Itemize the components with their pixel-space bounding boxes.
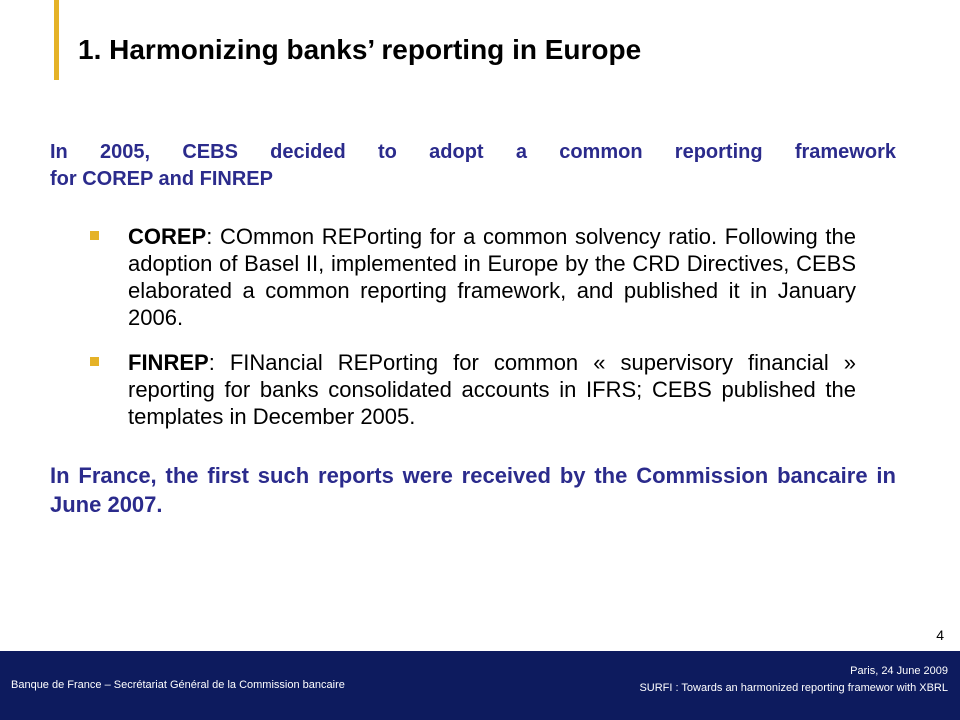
bullet-finrep	[90, 349, 856, 430]
intro-line-1: In 2005, CEBS decided to adopt a common reporting framework	[50, 141, 896, 163]
intro-paragraph	[50, 139, 896, 193]
title-accent-bar	[54, 0, 59, 80]
bullet-term: FINREP	[128, 350, 209, 375]
square-bullet-icon	[90, 357, 99, 366]
square-bullet-icon	[90, 231, 99, 240]
slide-title: 1. Harmonizing banks’ reporting in Europe	[78, 34, 642, 65]
bullet-text: : FINancial REPorting for common « supervisory financial » reporting for banks consolidated accounts in IFRS; CEBS published the templates in December 2005.	[128, 350, 856, 429]
conclusion-paragraph: In France, the first such reports were received by the Commission bancaire in June 2007.	[50, 463, 896, 517]
slide-content	[50, 139, 896, 519]
bullet-term: COREP	[128, 224, 207, 249]
footer-subtitle: SURFI : Towards an harmonized reporting framewor with XBRL	[639, 682, 948, 694]
footer-date: Paris, 24 June 2009	[850, 665, 948, 677]
footer-bar	[0, 651, 960, 720]
bullet-corep	[90, 223, 856, 331]
footer-organization: Banque de France – Secrétariat Général de la Commission bancaire	[11, 679, 345, 691]
intro-line-2: for COREP and FINREP	[50, 168, 273, 190]
page-number: 4	[936, 627, 944, 643]
footer-info	[639, 663, 948, 697]
bullet-list	[90, 223, 856, 430]
bullet-text: : COmmon REPorting for a common solvency ratio. Following the adoption of Basel II, implemented in Europe by the CRD Directives, CEBS elaborated a common reporting framework, and published it in January 2006.	[128, 224, 856, 330]
